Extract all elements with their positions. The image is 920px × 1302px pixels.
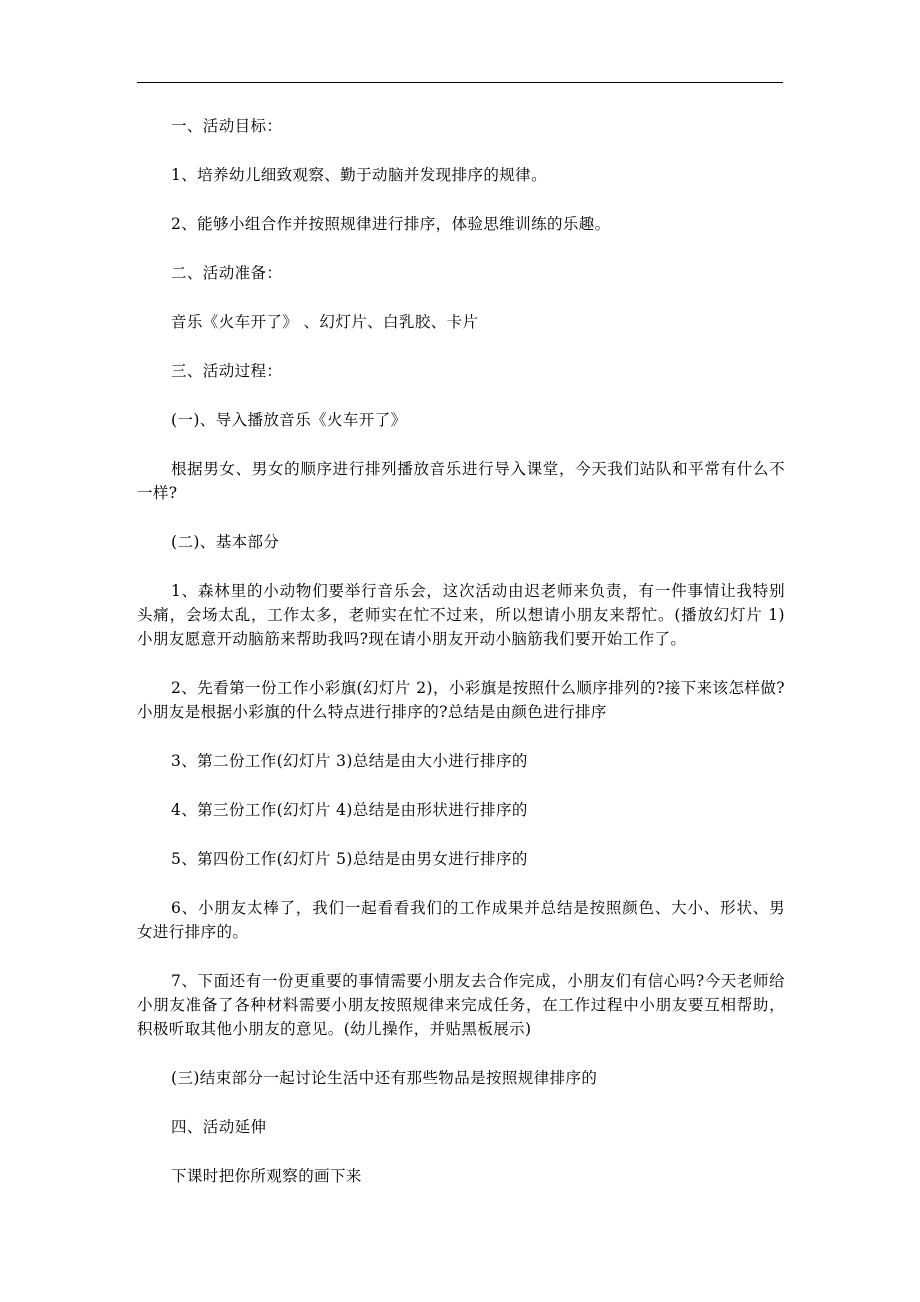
section-heading-process: 三、活动过程：	[171, 362, 283, 380]
section-heading-extension: 四、活动延伸	[171, 1118, 267, 1136]
process-step: 7、下面还有一份更重要的事情需要小朋友去合作完成，小朋友们有信心吗?今天老师给小朋友准备了各种材料需要小朋友按照规律来完成任务，在工作过程中小朋友要互相帮助，积极听取其他小朋友的意见。(幼儿操作，并贴黑板展示)	[137, 972, 785, 1038]
preparation-text: 音乐《火车开了》 、幻灯片、白乳胶、卡片	[171, 313, 479, 331]
process-step: 4、第三份工作(幻灯片 4)总结是由形状进行排序的	[171, 801, 528, 819]
section-heading-preparation: 二、活动准备：	[171, 264, 283, 282]
process-step: 5、第四份工作(幻灯片 5)总结是由男女进行排序的	[171, 850, 528, 868]
subsection-heading-basic: (二)、基本部分	[171, 533, 280, 551]
goal-item: 1、培养幼儿细致观察、勤于动脑并发现排序的规律。	[171, 166, 547, 184]
document-body	[137, 114, 785, 1213]
process-step: 1、森林里的小动物们要举行音乐会，这次活动由迟老师来负责，有一件事情让我特别头痛，会场太乱，工作太多，老师实在忙不过来，所以想请小朋友来帮忙。(播放幻灯片 1)小朋友愿意开动脑筋来帮助我吗?现在请小朋友开动小脑筋我们要开始工作了。	[137, 582, 785, 648]
body-paragraph: 根据男女、男女的顺序进行排列播放音乐进行导入课堂，今天我们站队和平常有什么不一样?	[137, 460, 785, 502]
section-heading-goals: 一、活动目标：	[171, 117, 283, 135]
extension-text: 下课时把你所观察的画下来	[171, 1167, 362, 1185]
subsection-heading-ending: (三)结束部分一起讨论生活中还有那些物品是按照规律排序的	[171, 1069, 598, 1087]
process-step: 6、小朋友太棒了，我们一起看看我们的工作成果并总结是按照颜色、大小、形状、男女进行排序的。	[137, 899, 785, 941]
subsection-heading-intro: (一)、导入播放音乐《火车开了》	[171, 411, 407, 429]
process-step: 3、第二份工作(幻灯片 3)总结是由大小进行排序的	[171, 752, 528, 770]
goal-item: 2、能够小组合作并按照规律进行排序，体验思维训练的乐趣。	[171, 215, 611, 233]
header-rule	[137, 82, 783, 83]
process-step: 2、先看第一份工作小彩旗(幻灯片 2)，小彩旗是按照什么顺序排列的?接下来该怎样做?小朋友是根据小彩旗的什么特点进行排序的?总结是由颜色进行排序	[137, 679, 785, 721]
